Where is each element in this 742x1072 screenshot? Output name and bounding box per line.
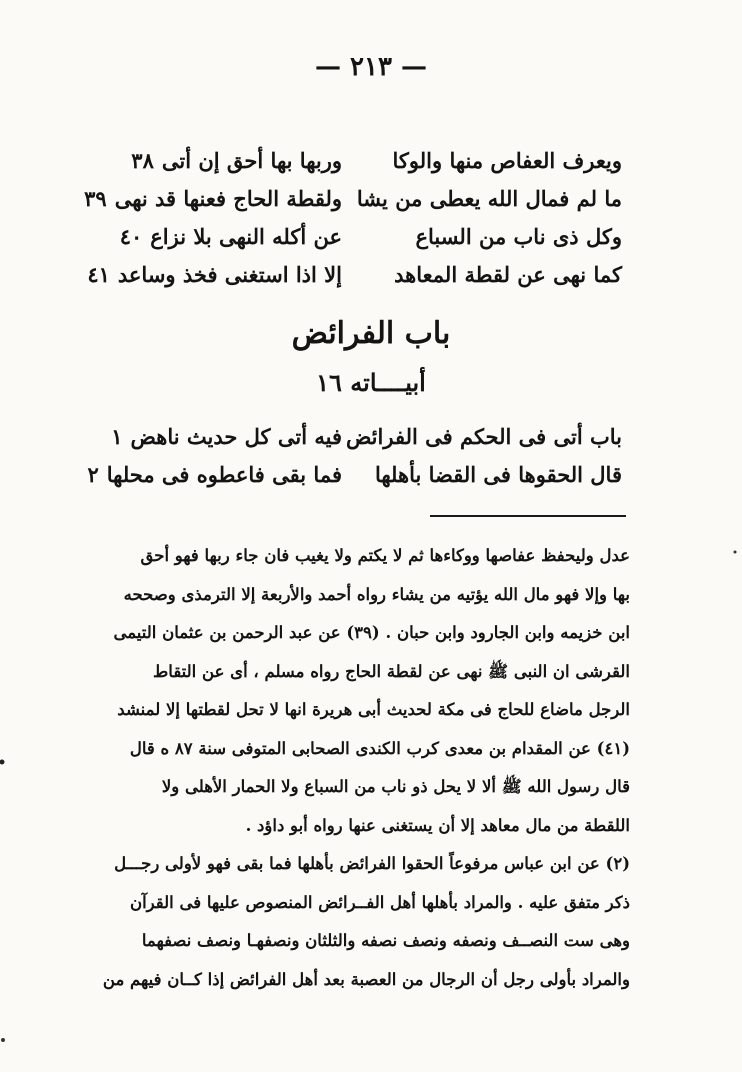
verse-hemistich-right: قال الحقوها فى القضا بأهلها [374, 462, 622, 487]
verse-hemistich-left: وربها بها أحق إن أتى٣٨ [131, 148, 342, 173]
verse-hemistich-left: فما بقى فاعطوه فى محلها٢ [87, 462, 342, 487]
page-number: — ٢١٣ — [314, 52, 428, 82]
footnote-line: (٢) عن ابن عباس مرفوعاً الحقوا الفرائض بأهلها فما بقى فهو لأولى رجـــل [114, 854, 630, 873]
footnote-line: الرجل ماضاع للحاج فى مكة لحديث أبى هريرة انها لا تحل لقطتها إلا لمنشد [117, 700, 630, 719]
footnote-line: بها وإلا فهو مال الله يؤتيه من يشاء رواه أحمد والأربعة إلا الترمذى وصححه [123, 584, 630, 604]
footnote-line: اللقطة من مال معاهد إلا أن يستغنى عنها رواه أبو داؤد . [245, 815, 630, 835]
verse-hemistich-right: باب أتى فى الحكم فى الفرائض [345, 424, 622, 449]
verse-number: ٣٩ [84, 186, 107, 211]
footnote-line: القرشى ان النبى ﷺ نهى عن لقطة الحاج رواه مسلم ، أى عن التقاط [153, 661, 630, 681]
verse-hemistich-left: عن أكله النهى بلا نزاع٤٠ [119, 224, 342, 249]
verse-number: ٢ [87, 462, 99, 487]
footnote-line: ذكر متفق عليه . والمراد بأهلها أهل الفــرائض المنصوص عليها فى القرآن [129, 892, 630, 912]
footnote-line: قال رسول الله ﷺ ألا لا يحل ذو ناب من السباع ولا الحمار الأهلى ولا [161, 777, 630, 796]
verse-number: ٣٨ [131, 148, 154, 173]
ink-speck [734, 551, 737, 554]
verse-number: ١ [111, 424, 123, 449]
ink-speck [0, 760, 5, 765]
verse-hemistich-right: ويعرف العفاص منها والوكا [392, 148, 622, 173]
footnote-line: والمراد بأولى رجل أن الرجال من العصبة بعد أهل الفرائض إذا كــان فيهم من [102, 969, 630, 989]
footnote-line: عدل وليحفظ عفاصها ووكاءها ثم لا يكتم ولا يغيب فان جاء ربها فهو أحق [140, 546, 630, 565]
footnote-line: ابن خزيمه وابن الجارود وابن حبان . (٣٩) عن عبد الرحمن بن عثمان التيمى [113, 623, 630, 642]
footnote-line: وهى ست النصــف ونصفه ونصف نصفه والثلثان ونصفهـا ونصف نصفهما [141, 931, 630, 950]
verse-hemistich-left: ولقطة الحاج فعنها قد نهى٣٩ [84, 186, 342, 211]
ink-speck [1, 1038, 5, 1042]
verse-hemistich-right: وكل ذى ناب من السباع [415, 224, 622, 249]
chapter-subtitle: أبيــــاته ١٦ [316, 368, 426, 397]
verse-hemistich-left: فيه أتى كل حديث ناهض١ [111, 424, 342, 449]
verse-hemistich-right: كما نهى عن لقطة المعاهد [394, 262, 622, 287]
verse-number: ٤١ [87, 262, 110, 287]
verse-hemistich-left: إلا اذا استغنى فخذ وساعد٤١ [87, 262, 342, 287]
verse-number: ٤٠ [119, 224, 143, 249]
chapter-title: باب الفرائض [291, 316, 451, 351]
verse-hemistich-right: ما لم فمال الله يعطى من يشا [356, 186, 622, 211]
footnote-line: (٤١) عن المقدام بن معدى كرب الكندى الصحابى المتوفى سنة ٨٧ ه قال [129, 738, 630, 758]
